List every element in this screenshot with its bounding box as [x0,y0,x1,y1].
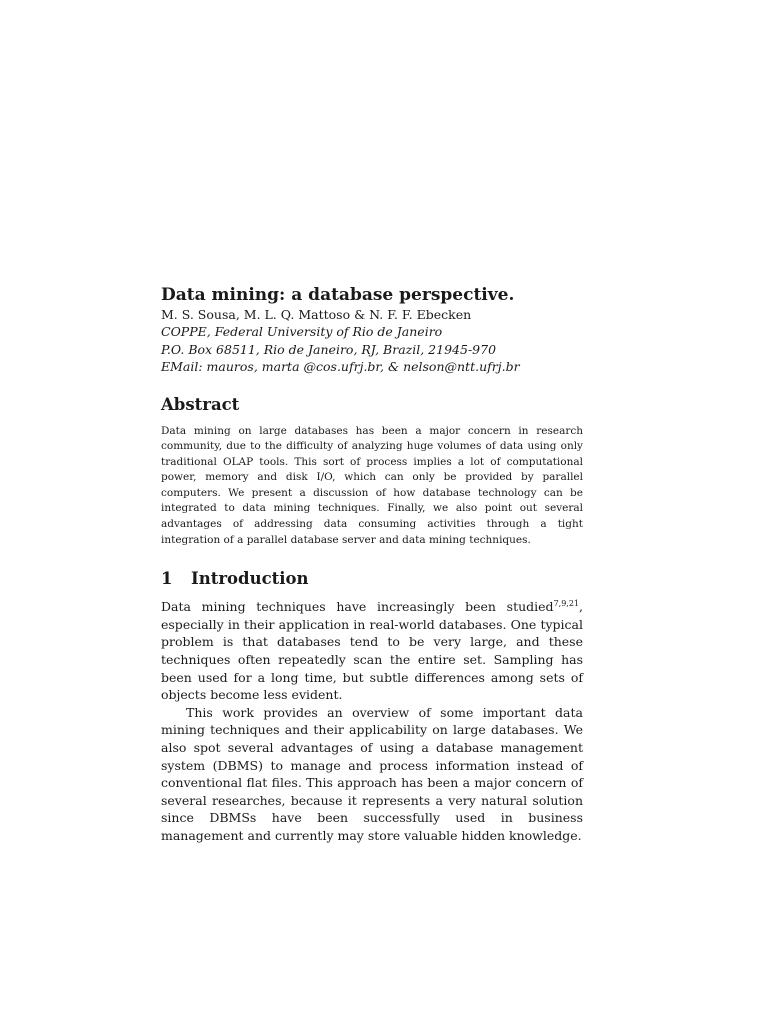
intro-paragraph-1 [161,598,583,704]
affiliation-line: COPPE, Federal University of Rio de Janeiro [161,324,443,339]
section-number: 1 [161,569,173,589]
section-title: Introduction [191,569,309,589]
intro-p1-text-end: , especially in their application in real-world databases. One typical problem is that databases tend to be very large, and these techniques often repeatedly scan the entire set. Sampling has been used for a long time, but subtle differences among sets of objects become less evident. [161,599,583,703]
address-line: P.O. Box 68511, Rio de Janeiro, RJ, Brazil, 21945-970 [161,341,497,357]
intro-p1-text-start: Data mining techniques have increasingly been studied [161,599,554,615]
citation-superscript: 7,9,21 [553,599,580,609]
email-line: EMail: mauros, marta @cos.ufrj.br, & nelson@ntt.ufrj.br [161,359,520,374]
paper-page [161,284,583,845]
intro-paragraph-2: This work provides an overview of some important data mining techniques and their applicability on large databases. We also spot several advantages of using a database management system (DBMS) to manage and process information instead of conventional flat files. This approach has been a major concern of several researches, because it represents a very natural solution since DBMSs have been successfully used in business management and currently may store valuable hidden knowledge. [161,704,583,843]
paper-title: Data mining: a database perspective. [161,285,515,305]
section-heading-introduction [161,568,583,590]
abstract-text: Data mining on large databases has been a major concern in research community, due to the difficulty of analyzing huge volumes of data using only traditional OLAP tools. This sort of process implies a lot of computational power, memory and disk I/O, which can only be provided by parallel computers. We present a discussion of how database technology can be integrated to data mining techniques. Finally, we also point out several advantages of addressing data consuming activities through a tight integration of a parallel database server and data mining techniques. [161,424,583,546]
abstract-heading: Abstract [161,394,240,414]
author-list: M. S. Sousa, M. L. Q. Mattoso & N. F. F. Ebecken [161,307,472,322]
